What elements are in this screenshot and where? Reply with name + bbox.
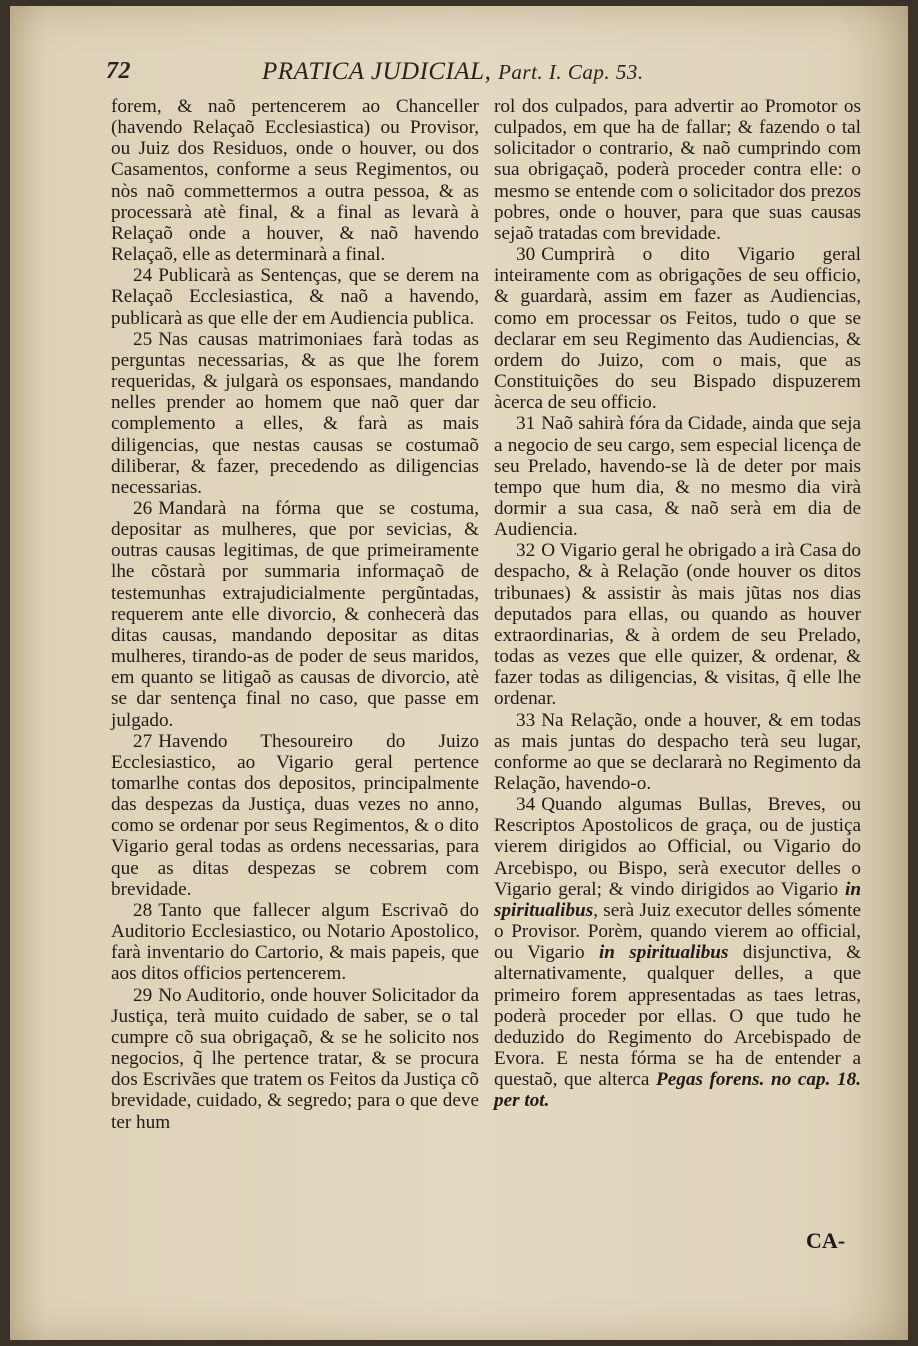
paragraph-text: Naõ sahirà fóra da Cidade, ainda que seja a negocio de seu cargo, sem especial licença de seu Prelado, havendo-se là de deter por mais tempo que hum dia, & no mesmo dia virà dormir a sua casa, & naõ serà em dia de Audiencia. bbox=[494, 413, 861, 541]
paragraph-number: 26 bbox=[133, 497, 153, 519]
paragraph-number: 31 bbox=[516, 413, 536, 435]
citation: Pegas forens. no cap. 18. per tot. bbox=[494, 1069, 862, 1112]
running-header bbox=[106, 56, 706, 96]
paragraph-text: Tanto que fallecer algum Escrivaõ do Auditorio Ecclesiastico, ou Notario Apostolico, farà inventario do Cartorio, & mais papeis, que aos ditos officios pertencerem. bbox=[111, 899, 479, 985]
paragraph bbox=[111, 900, 479, 985]
paragraph-text: Mandarà na fórma que se costuma, depositar as mulheres, que por sevicias, & outras causas legitimas, de que primeiramente lhe cõstarà por summaria informaçaõ de testemunhas extrajudicialmente pergũntadas, requerem ante elle divorcio, & conhecerà das ditas causas, mandando depositar as ditas mulheres, tirando-as de poder de seus maridos, em quanto se litigaõ as causas de divorcio, atè se dar sentença final no caso, que passe em julgado. bbox=[111, 497, 479, 731]
paragraph bbox=[111, 329, 479, 498]
paragraph-number: 33 bbox=[516, 709, 536, 731]
running-title-text: PRATICA JUDICIAL, bbox=[262, 58, 492, 85]
paragraph-text: O Vigario geral he obrigado a irà Casa do despacho, & à Relação (onde houver os ditos tribunaes) & assistir às mais jũtas nos dias deputados para ellas, ou quando as houver extraordinarias, & à ordem de seu Prelado, todas as vezes que elle quizer, & ordenar, & fazer todas as diligencias, & visitas, q̃ elle lhe ordenar. bbox=[494, 540, 861, 710]
paragraph-text: , serà Juiz executor delles sómente o Provisor. Porèm, quando vierem ao official, ou Vigario bbox=[494, 899, 861, 964]
latin-phrase: in spiritualibus bbox=[494, 878, 861, 921]
paragraph bbox=[111, 498, 479, 731]
paragraph-number: 25 bbox=[133, 328, 153, 350]
running-title bbox=[262, 58, 644, 86]
paragraph-text: Nas causas matrimoniaes farà todas as perguntas necessarias, & as que lhe forem requeridas, & julgarà os esponsaes, mandando nelles prender ao homem que naõ quer dar complemento a elles, & farà as mais diligencias, que nestas causas se costumaõ diliberar, & fazer, precedendo as diligencias necessarias. bbox=[111, 328, 479, 498]
paragraph-text: Quando algumas Bullas, Breves, ou Rescriptos Apostolicos de graça, ou de justiça vierem dirigidos ao Official, ou Vigario do Arcebispo, ou Bispo, serà executor delles o Vigario geral; & vindo dirigidos ao Vigario bbox=[494, 794, 861, 900]
paragraph-text: No Auditorio, onde houver Solicitador da Justiça, terà muito cuidado de saber, se o tal cumpre cõ sua obrigaçaõ, & se he solicito nos negocios, q̃ lhe pertence tratar, & se procura dos Escrivães que tratem os Feitos da Justiça cõ brevidade, cuidado, & segredo; para o que deve ter hum bbox=[111, 984, 479, 1133]
left-continuation: forem, & naõ pertencerem ao Chanceller (havendo Relaçaõ Ecclesiastica) ou Provisor, ou Juiz dos Residuos, onde o houver, ou dos Casamentos, conforme a seus Regimentos, ou nòs naõ commettermos a outra pessoa, & as processarà atè final, & a final as levarà à Relaçaõ onde a houver, & naõ havendo Relaçaõ, elle as determinarà a final. bbox=[111, 96, 479, 266]
paragraph-number: 29 bbox=[133, 984, 153, 1006]
paragraph-number: 27 bbox=[133, 730, 153, 752]
paragraph-34 bbox=[494, 794, 861, 1111]
paragraph-number: 32 bbox=[516, 540, 536, 562]
paragraph-number: 24 bbox=[133, 265, 153, 287]
page-number: 72 bbox=[106, 58, 131, 84]
paragraph bbox=[494, 540, 861, 709]
paragraph bbox=[494, 413, 861, 540]
right-continuation: rol dos culpados, para advertir ao Promotor os culpados, em que ha de fallar; & fazendo o tal solicitador o contrario, & naõ cumprindo com sua obrigaçaõ, poderà proceder contra elle: o mesmo se entende com o solicitador dos prezos pobres, onde o houver, para que suas causas sejaõ tratadas com brevidade. bbox=[494, 96, 861, 244]
paragraph-text: Havendo Thesoureiro do Juizo Ecclesiastico, ao Vigario geral pertence tomarlhe contas dos depositos, principalmente das despezas da Justiça, duas vezes no anno, como se ordenar por seus Regimentos, & o dito Vigario geral todas as ordens necessarias, para que as ditas despezas se cobrem com brevidade. bbox=[111, 730, 479, 900]
book-page bbox=[10, 6, 908, 1340]
catchword: CA- bbox=[806, 1228, 846, 1253]
latin-phrase: in spiritualibus bbox=[598, 942, 729, 964]
paragraph-text: Publicarà as Sentenças, que se derem na Relaçaõ Ecclesiastica, & naõ a havendo, publicarà as que elle der em Audiencia publica. bbox=[111, 265, 479, 329]
paragraph-number: 28 bbox=[133, 899, 153, 921]
paragraph bbox=[111, 731, 479, 900]
paragraph-text: Cumprirà o dito Vigario geral inteiramente com as obrigações de seu officio, & guardarà, assim em fazer as Audiencias, como em processar os Feitos, tudo o que se declarar em seu Regimento das Audiencias, & ordem do Juizo, com o mais, que as Constituições do seu Bispado dispuzerem àcerca de seu officio. bbox=[494, 244, 861, 414]
left-column bbox=[111, 96, 479, 1133]
paragraph-number: 30 bbox=[516, 244, 536, 266]
paragraph-number: 34 bbox=[516, 794, 536, 816]
paragraph bbox=[494, 710, 861, 795]
paragraph bbox=[111, 265, 479, 328]
paragraph-text: Na Relação, onde a houver, & em todas as mais juntas do despacho terà seu lugar, conforme ao que se declararà no Regimento da Relação, havendo-o. bbox=[494, 709, 861, 794]
paragraph-text: disjunctiva, & alternativamente, qualquer delles, a que primeiro forem appresentadas as taes letras, poderà proceder por ellas. O que tudo he deduzido do Regimento do Arcebispado de Evora. E nesta fórma se ha de entender a questaõ, que alterca bbox=[494, 942, 862, 1091]
right-column bbox=[494, 96, 861, 1112]
part-chapter: Part. I. Cap. 53. bbox=[498, 60, 644, 84]
paragraph bbox=[111, 985, 479, 1133]
paragraph bbox=[494, 244, 861, 413]
